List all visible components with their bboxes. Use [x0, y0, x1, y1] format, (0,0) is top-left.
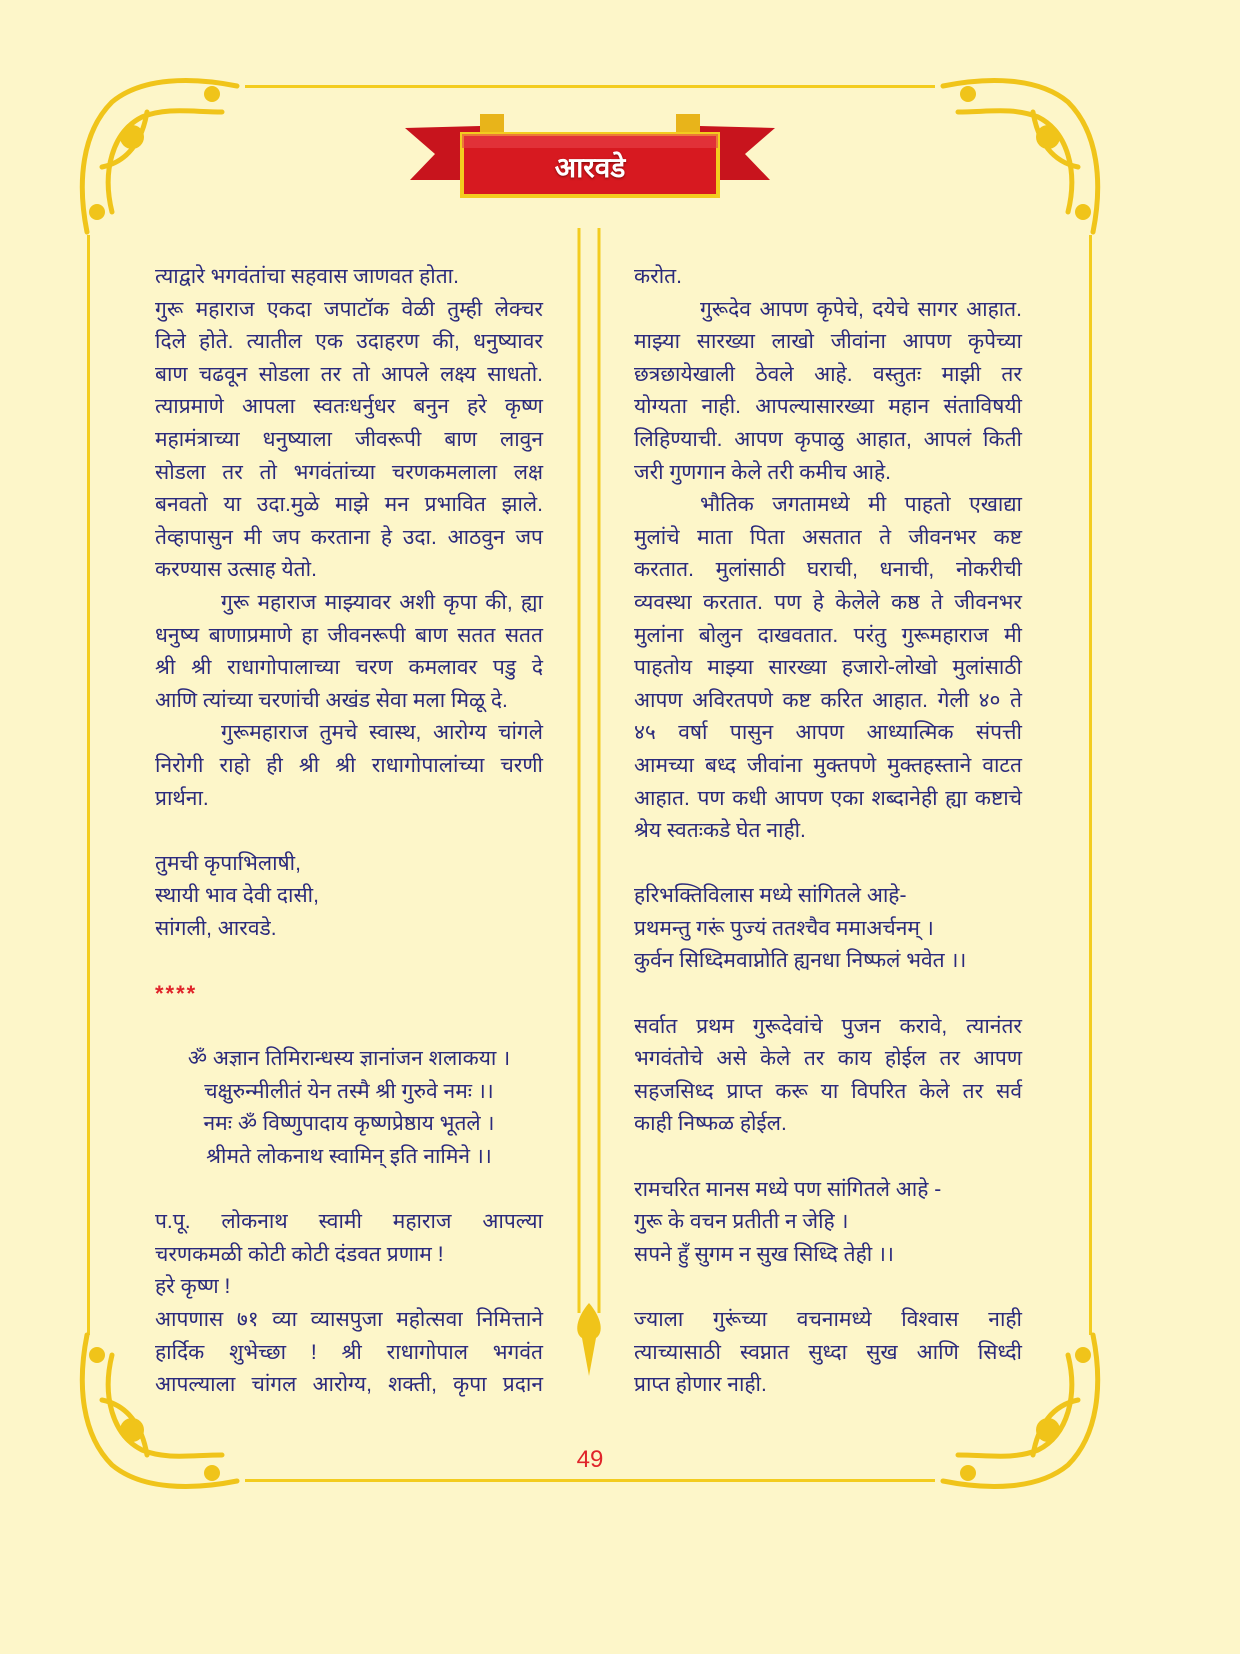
text-line: हरिभक्तिविलास मध्ये सांगितले आहे-: [634, 884, 907, 908]
frame-top-line: [245, 85, 935, 88]
paragraph: [155, 587, 543, 717]
text-line: चरणकमळी कोटी कोटी दंडवत प्रणाम !: [155, 1242, 444, 1266]
text-line: गुरूमहाराज तुमचे स्वास्थ, आरोग्य चांगले: [221, 721, 543, 745]
text-line: प्रार्थना.: [155, 786, 209, 810]
text-line: चक्षुरुन्मीलीतं येन तस्मै श्री गुरुवे नमः ।।: [204, 1079, 494, 1103]
text-line: भौतिक जगतामध्ये मी पाहतो एखाद्या: [700, 493, 1022, 517]
text-line: काही निष्फळ होईल.: [634, 1112, 787, 1136]
text-line: गुरू महाराज एकदा जपाटॉक वेळी तुम्ही लेक्चर: [155, 297, 543, 321]
text-line: गुरू के वचन प्रतीती न जेहि ।: [634, 1210, 849, 1234]
text-line: सांगली, आरवडे.: [155, 916, 277, 940]
text-line: करोत.: [634, 265, 682, 288]
corner-ornament-top-right: [938, 72, 1108, 242]
text-line: बाण चढवून सोडला तर तो आपले लक्ष्य साधतो.: [155, 362, 543, 386]
paragraph-gap: [634, 848, 1022, 881]
text-line: निरोगी राहो ही श्री श्री राधागोपालांच्या चरणी: [155, 753, 543, 777]
text-line: श्रीमते लोकनाथ स्वामिन् इति नामिने ।।: [206, 1145, 492, 1169]
text-line: श्रेय स्वतःकडे घेत नाही.: [634, 819, 806, 843]
right-column: [634, 261, 1022, 1402]
page-number: 49: [576, 1446, 604, 1473]
text-line: सपने हुँ सुगम न सुख सिध्दि तेही ।।: [634, 1242, 894, 1266]
paragraph-gap: [155, 1174, 543, 1207]
text-line: त्याद्वारे भगवंतांचा सहवास जाणवत होता.: [155, 265, 459, 288]
paragraph: [634, 1011, 1022, 1141]
text-line: आपल्याला चांगल आरोग्य, शक्ती, कृपा प्रदान: [155, 1373, 543, 1397]
paragraph-gap: [155, 1011, 543, 1044]
text-line: करण्यास उत्साह येतो.: [155, 558, 317, 582]
paragraph: [634, 489, 1022, 848]
paragraph-gap: [155, 815, 543, 848]
text-line: आपणास ७१ व्या व्यासपुजा महोत्सवा निमित्ताने: [155, 1308, 543, 1331]
paragraph-gap: [634, 978, 1022, 1011]
text-line: गुरू महाराज माझ्यावर अशी कृपा की, ह्या: [221, 590, 543, 614]
paragraph: [155, 261, 543, 294]
text-line: हार्दिक शुभेच्छा ! श्री राधागोपाल भगवंत: [155, 1340, 543, 1364]
text-line: आणि त्यांच्या चरणांची अखंड सेवा मला मिळू दे.: [155, 688, 508, 712]
frame-bottom-line: [245, 1479, 935, 1482]
text-line: तेव्हापासुन मी जप करताना हे उदा. आठवुन जप: [155, 525, 543, 549]
separator-stars: [155, 978, 543, 1011]
column-divider: [574, 228, 604, 1378]
text-line: आमच्या बध्द जीवांना मुक्तपणे मुक्तहस्ताने वाटत: [634, 753, 1022, 777]
text-line: धनुष्य बाणाप्रमाणे हा जीवनरूपी बाण सतत सतत: [155, 623, 543, 647]
text-line: प.पू. लोकनाथ स्वामी महाराज आपल्या: [155, 1210, 543, 1234]
text-line: रामचरित मानस मध्ये पण सांगितले आहे -: [634, 1177, 942, 1201]
paragraph-gap: [155, 945, 543, 978]
frame-right-line: [1089, 235, 1092, 1335]
text-line: आहात. पण कधी आपण एका शब्दानेही ह्या कष्टाचे: [634, 786, 1022, 810]
text-line: गुरूदेव आपण कृपेचे, दयेचे सागर आहात.: [700, 297, 1022, 321]
corner-ornament-top-left: [72, 72, 242, 242]
paragraph: [155, 717, 543, 815]
text-line: त्याच्यासाठी स्वप्नात सुध्दा सुख आणि सिध्दी: [634, 1340, 1022, 1364]
text-line: मुलांना बोलुन दाखवतात. परंतु गुरूमहाराज मी: [634, 623, 1022, 647]
text-line: त्याप्रमाणे आपला स्वतःधर्नुधर बनुन हरे कृष्ण: [155, 395, 543, 419]
text-line: बनवतो या उदा.मुळे माझे मन प्रभावित झाले.: [155, 493, 544, 517]
paragraph: [634, 880, 1022, 978]
text-line: ज्याला गुरूंच्या वचनामध्ये विश्वास नाही: [634, 1308, 1022, 1331]
text-line: महामंत्राच्या धनुष्याला जीवरूपी बाण लावुन: [155, 427, 543, 451]
text-line: आपण अविरतपणे कष्ट करित आहात. गेली ४० ते: [634, 688, 1022, 712]
paragraph: [155, 848, 543, 946]
text-line: दिले होते. त्यातील एक उदाहरण की, धनुष्यावर: [155, 330, 543, 354]
text-line: स्थायी भाव देवी दासी,: [155, 884, 319, 908]
text-line: छत्रछायेखाली ठेवले आहे. वस्तुतः माझी तर: [634, 362, 1022, 386]
paragraph: [634, 261, 1022, 294]
frame-left-line: [87, 235, 90, 1335]
text-line: लिहिण्याची. आपण कृपाळु आहात, आपलं किती: [634, 427, 1022, 451]
paragraph: [634, 294, 1022, 490]
text-line: व्यवस्था करतात. पण हे केलेले कष्ठ ते जीवनभर: [634, 590, 1022, 614]
text-line: श्री श्री राधागोपालाच्या चरण कमलावर पडु दे: [155, 656, 543, 680]
paragraph-gap: [634, 1271, 1022, 1304]
paragraph: [155, 294, 543, 587]
text-line: सहजसिध्द प्राप्त करू या विपरित केले तर सर्व: [634, 1079, 1022, 1103]
text-line: करतात. मुलांसाठी घराची, धनाची, नोकरीची: [634, 558, 1022, 582]
paragraph-gap: [634, 1141, 1022, 1174]
text-line: तुमची कृपाभिलाषी,: [155, 851, 301, 875]
text-line: नमः ॐ विष्णुपादाय कृष्णप्रेष्ठाय भूतले ।: [203, 1112, 495, 1136]
paragraph: [155, 1043, 543, 1173]
paragraph: [155, 1206, 543, 1402]
text-line: कुर्वन सिध्दिमवाप्नोति ह्यनधा निष्फलं भवेत ।।: [634, 949, 967, 973]
paragraph: [634, 1174, 1022, 1272]
text-line: मुलांचे माता पिता असतात ते जीवनभर कष्ट: [634, 525, 1022, 549]
text-line: ****: [155, 981, 198, 1007]
page-title: आरवडे: [554, 152, 626, 183]
text-line: ॐ अज्ञान तिमिरान्धस्य ज्ञानांजन शलाकया ।: [187, 1047, 511, 1071]
text-line: सर्वात प्रथम गुरूदेवांचे पुजन करावे, त्यानंतर: [634, 1014, 1022, 1038]
text-line: हरे कृष्ण !: [155, 1275, 231, 1299]
paragraph: [634, 1304, 1022, 1402]
text-line: पाहतोय माझ्या सारख्या हजारो-लोखो मुलांसाठी: [634, 656, 1022, 680]
text-line: प्रथमन्तु गरूं पुज्यं ततश्चैव ममाअर्चनम् ।: [634, 916, 934, 940]
text-line: माझ्या सारख्या लाखो जीवांना आपण कृपेच्या: [634, 330, 1022, 354]
text-line: जरी गुणगान केले तरी कमीच आहे.: [634, 460, 891, 484]
text-line: योग्यता नाही. आपल्यासारख्या महान संताविषयी: [634, 395, 1022, 419]
text-line: भगवंतोचे असे केले तर काय होईल तर आपण: [634, 1047, 1022, 1071]
text-line: सोडला तर तो भगवंतांच्या चरणकमलाला लक्ष: [155, 460, 543, 484]
text-line: प्राप्त होणार नाही.: [634, 1373, 767, 1397]
left-column: [155, 261, 543, 1402]
text-line: ४५ वर्षा पासुन आपण आध्यात्मिक संपत्ती: [634, 721, 1022, 745]
